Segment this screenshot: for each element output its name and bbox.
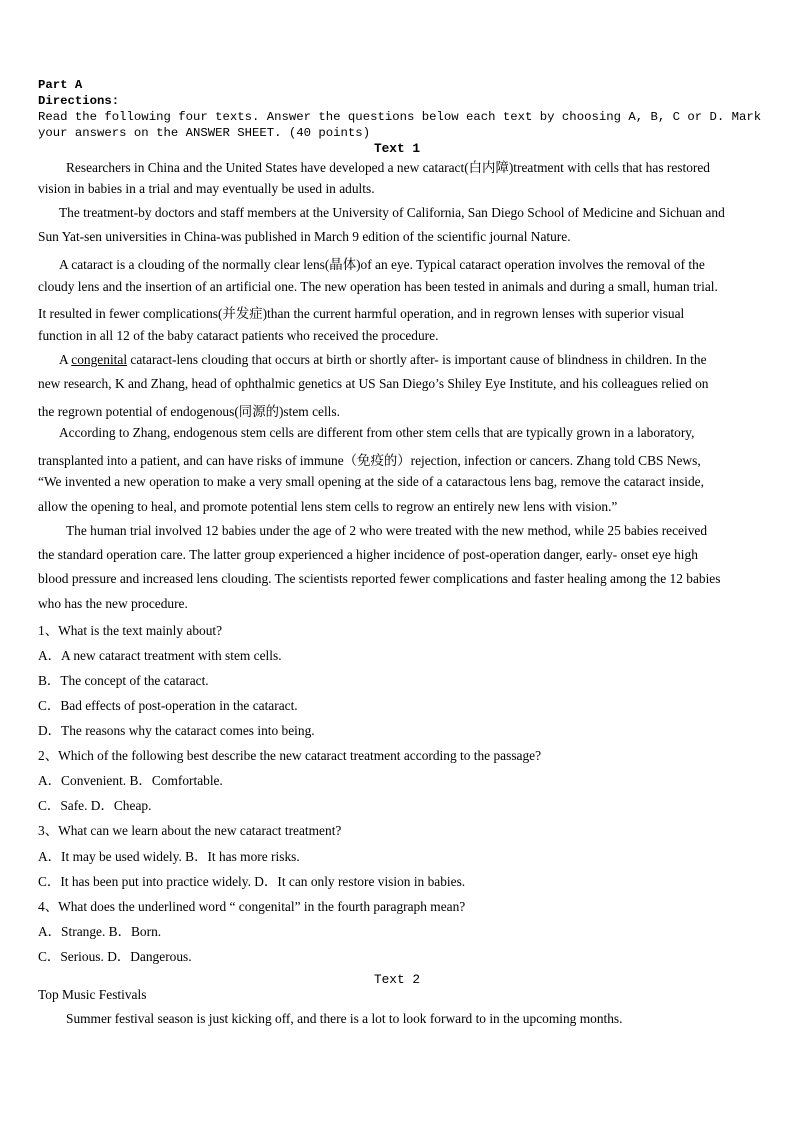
question-2-options-ab[interactable]: A．Convenient. B．Comfortable. bbox=[38, 773, 223, 788]
question-1-option-c[interactable]: C．Bad effects of post-operation in the cataract. bbox=[38, 698, 298, 713]
directions-label: Directions: bbox=[38, 94, 120, 108]
passage-line: vision in babies in a trial and may eventually be used in adults. bbox=[38, 181, 375, 196]
passage-line: transplanted into a patient, and can have risks of immune（免疫的）rejection, infection or cancers. Zhang told CBS News, bbox=[38, 453, 701, 468]
question-4-options-cd[interactable]: C．Serious. D．Dangerous. bbox=[38, 949, 192, 964]
passage-line: the regrown potential of endogenous(同源的)stem cells. bbox=[38, 404, 340, 419]
para4-prefix: A bbox=[59, 352, 72, 367]
passage-line: function in all 12 of the baby cataract patients who received the procedure. bbox=[38, 328, 439, 343]
question-2-options-cd[interactable]: C．Safe. D．Cheap. bbox=[38, 798, 152, 813]
question-1-option-a[interactable]: A．A new cataract treatment with stem cells. bbox=[38, 648, 282, 663]
passage-line: the standard operation care. The latter group experienced a higher incidence of post-operation danger, early- onset eye high bbox=[38, 547, 698, 562]
passage-line: allow the opening to heal, and promote potential lens stem cells to regrow an entirely new lens with vision.” bbox=[38, 499, 618, 514]
directions-text-line-2: your answers on the ANSWER SHEET. (40 points) bbox=[38, 126, 371, 140]
passage-line: “We invented a new operation to make a very small opening at the side of a cataractous lens bag, remove the cataract inside, bbox=[38, 474, 704, 489]
question-1-option-b[interactable]: B．The concept of the cataract. bbox=[38, 673, 209, 688]
question-3-stem: 3、What can we learn about the new cataract treatment? bbox=[38, 823, 342, 838]
passage-line: who has the new procedure. bbox=[38, 596, 188, 611]
para4-rest: cataract-lens clouding that occurs at birth or shortly after- is important cause of blindness in children. In the bbox=[130, 352, 707, 367]
text-1-title: Text 1 bbox=[373, 141, 421, 156]
question-2-stem: 2、Which of the following best describe the new cataract treatment according to the passage? bbox=[38, 748, 542, 763]
question-1-option-d[interactable]: D．The reasons why the cataract comes into being. bbox=[38, 723, 315, 738]
passage-line: cloudy lens and the insertion of an artificial one. The new operation has been tested in animals and during a small, human trial. bbox=[38, 279, 718, 294]
passage-line: The human trial involved 12 babies under the age of 2 who were treated with the new method, while 25 babies received bbox=[66, 523, 708, 538]
passage-line: Sun Yat-sen universities in China-was published in March 9 edition of the scientific journal Nature. bbox=[38, 229, 571, 244]
underlined-word-congenital: congenital bbox=[71, 352, 128, 367]
passage-line: The treatment-by doctors and staff members at the University of California, San Diego School of Medicine and Sichuan and bbox=[59, 205, 725, 220]
text-2-heading: Top Music Festivals bbox=[38, 987, 147, 1002]
text-2-title: Text 2 bbox=[373, 972, 421, 987]
question-4-stem: 4、What does the underlined word “ congenital” in the fourth paragraph mean? bbox=[38, 899, 466, 914]
passage-line: new research, K and Zhang, head of ophthalmic genetics at US San Diego’s Shiley Eye Institute, and his colleagues relied on bbox=[38, 376, 709, 391]
passage-line: A cataract is a clouding of the normally clear lens(晶体)of an eye. Typical cataract operation involves the removal of the bbox=[59, 257, 705, 272]
question-1-stem: 1、What is the text mainly about? bbox=[38, 623, 223, 638]
passage-line: Researchers in China and the United States have developed a new cataract(白内障)treatment with cells that has restored bbox=[66, 160, 710, 175]
passage-line: Summer festival season is just kicking off, and there is a lot to look forward to in the upcoming months. bbox=[66, 1011, 623, 1026]
question-4-options-ab[interactable]: A．Strange. B．Born. bbox=[38, 924, 162, 939]
passage-line-congenital bbox=[59, 352, 707, 368]
directions-text-line-1: Read the following four texts. Answer the questions below each text by choosing A, B, C or D. Mark bbox=[38, 110, 762, 124]
passage-line: blood pressure and increased lens clouding. The scientists reported fewer complications and faster healing among the 12 babies bbox=[38, 571, 721, 586]
passage-line: According to Zhang, endogenous stem cells are different from other stem cells that are typically grown in a laboratory, bbox=[59, 425, 695, 440]
question-3-options-ab[interactable]: A．It may be used widely. B．It has more risks. bbox=[38, 849, 300, 864]
passage-line: It resulted in fewer complications(并发症)than the current harmful operation, and in regrown lenses with superior visual bbox=[38, 306, 685, 321]
question-3-options-cd[interactable]: C．It has been put into practice widely. D．It can only restore vision in babies. bbox=[38, 874, 466, 889]
part-label: Part A bbox=[38, 78, 83, 92]
